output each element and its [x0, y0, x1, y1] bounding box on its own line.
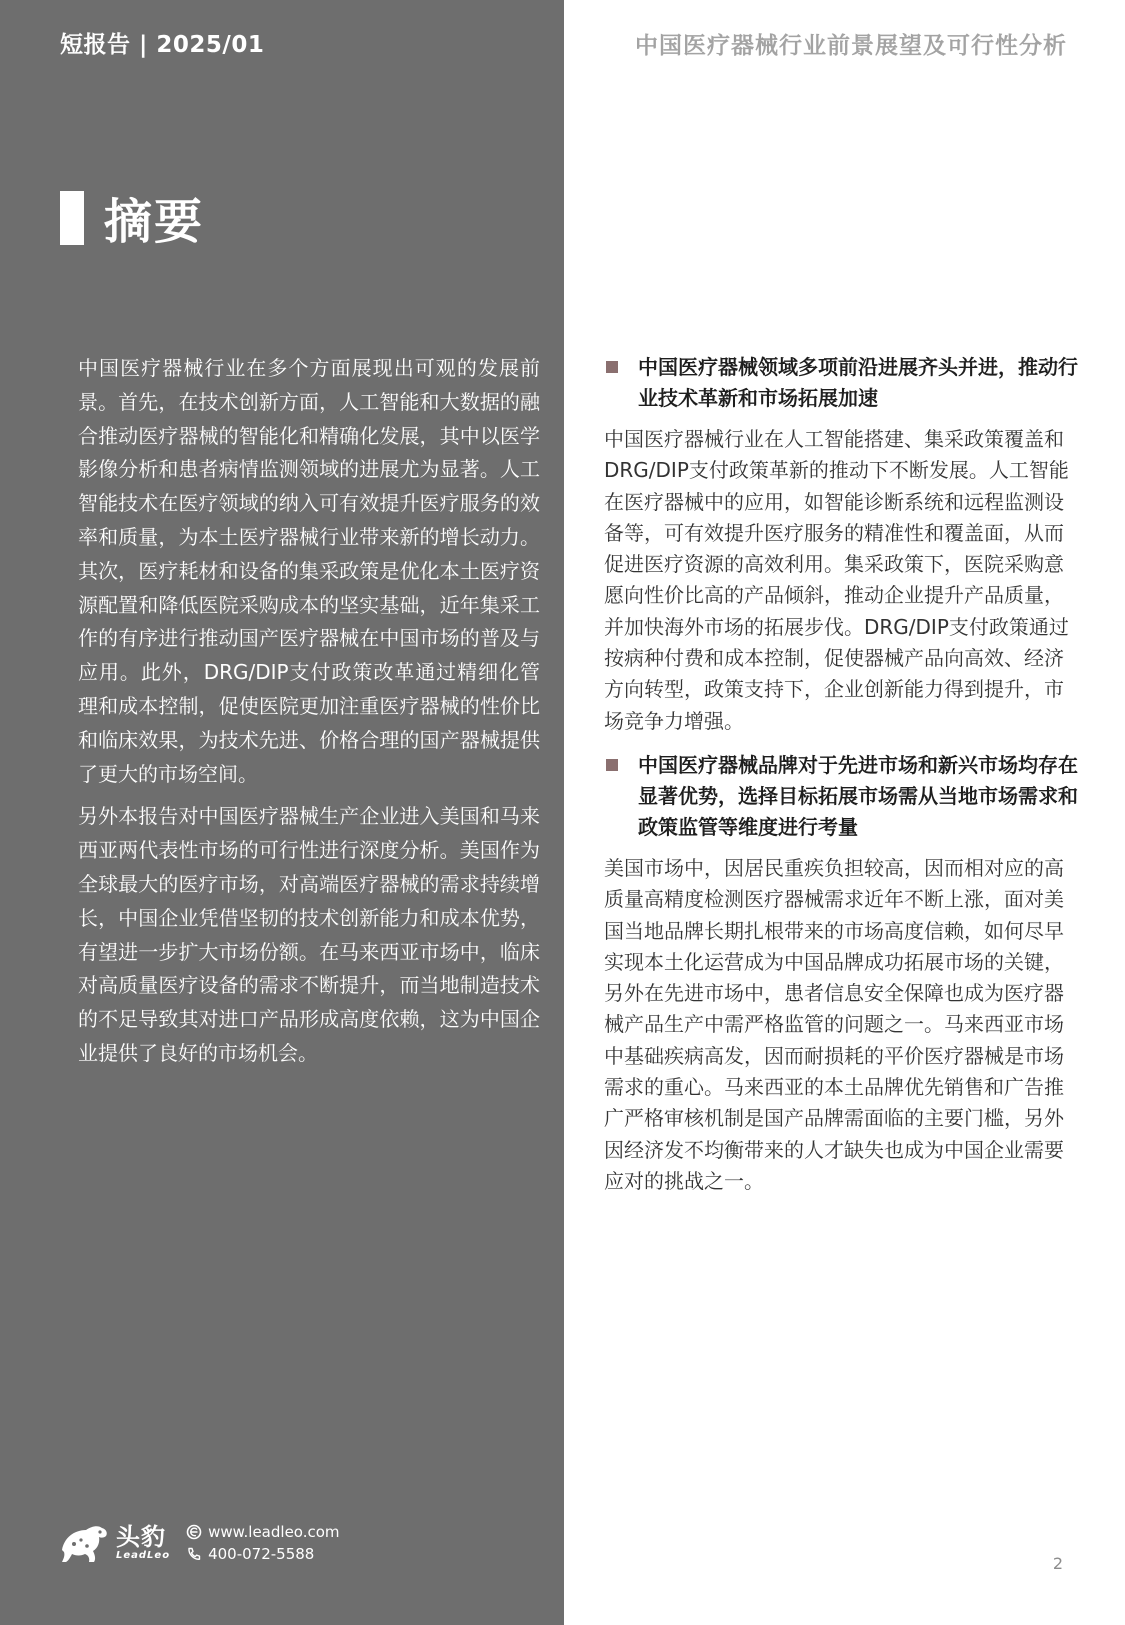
key-point-heading-text: 中国医疗器械领域多项前沿进展齐头并进，推动行业技术革新和市场拓展加速: [638, 355, 1078, 410]
key-point-body-2: 美国市场中，因居民重疾负担较高，因而相对应的高质量高精度检测医疗器械需求近年不断上涨，面对美国当地品牌长期扎根带来的市场高度信赖，如何尽早实现本土化运营成为中国品牌成功拓展市场的关键，另外在先进市场中，患者信息安全保障也成为医疗器械产品生产中需严格监管的问题之一。马来西亚市场中基础疾病高发，因而耐损耗的平价医疗器械是市场需求的重心。马来西亚的本土品牌优先销售和广告推广严格审核机制是国产品牌需面临的主要门槛，另外因经济发不均衡带来的人才缺失也成为中国企业需要应对的挑战之一。: [604, 855, 1064, 1193]
phone-icon: [186, 1546, 202, 1562]
key-point-body-1: 中国医疗器械行业在人工智能搭建、集采政策覆盖和DRG/DIP支付政策革新的推动下不断发展。人工智能在医疗器械中的应用，如智能诊断系统和远程监测设备等，可有效提升医疗服务的精准性和覆盖面，从而促进医疗资源的高效利用。集采政策下，医院采购意愿向性价比高的产品倾斜，推动企业提升产品质量，并加快海外市场的拓展步伐。DRG/DIP支付政策通过按病种付费和成本控制，促使器械产品向高效、经济方向转型，政策支持下，企业创新能力得到提升，市场竞争力增强。: [604, 427, 1069, 733]
key-point-heading-2: [604, 750, 1080, 843]
website-link[interactable]: www.leadleo.com: [208, 1523, 340, 1541]
bullet-square-icon: [606, 759, 618, 771]
page-number: 2: [1052, 1554, 1063, 1573]
summary-paragraph-2: 另外本报告对中国医疗器械生产企业进入美国和马来西亚两代表性市场的可行性进行深度分析。美国作为全球最大的医疗市场，对高端医疗器械的需求持续增长，中国企业凭借坚韧的技术创新能力和成本优势，有望进一步扩大市场份额。在马来西亚市场中，临床对高质量医疗设备的需求不断提升，而当地制造技术的不足导致其对进口产品形成高度依赖，这为中国企业提供了良好的市场机会。: [78, 804, 540, 1065]
summary-right-column: [604, 352, 1080, 1210]
section-title-text: 摘要: [104, 194, 205, 250]
leopard-logo-icon: [58, 1520, 110, 1566]
report-tag: 短报告 | 2025/01: [60, 32, 265, 58]
title-marker: [60, 191, 84, 245]
brand: [116, 1524, 170, 1562]
footer: [58, 1520, 340, 1566]
section-title: [60, 183, 204, 252]
brand-name-en: LeadLeo: [116, 1550, 171, 1561]
website-row: [186, 1521, 339, 1543]
phone-number: 400-072-5588: [208, 1545, 315, 1563]
contact-info: [186, 1521, 339, 1565]
key-point-heading-1: [604, 352, 1080, 414]
brand-name-cn: 头豹: [116, 1523, 166, 1551]
bullet-square-icon: [606, 361, 618, 373]
summary-paragraph-1: 中国医疗器械行业在多个方面展现出可观的发展前景。首先，在技术创新方面，人工智能和大数据的融合推动医疗器械的智能化和精确化发展，其中以医学影像分析和患者病情监测领域的进展尤为显著。人工智能技术在医疗领域的纳入可有效提升医疗服务的效率和质量，为本土医疗器械行业带来新的增长动力。其次，医疗耗材和设备的集采政策是优化本土医疗资源配置和降低医院采购成本的坚实基础，近年集采工作的有序进行推动国产医疗器械在中国市场的普及与应用。此外，DRG/DIP支付政策改革通过精细化管理和成本控制，促使医院更加注重医疗器械的性价比和临床效果，为技术先进、价格合理的国产器械提供了更大的市场空间。: [78, 356, 540, 786]
key-point-heading-text: 中国医疗器械品牌对于先进市场和新兴市场均存在显著优势，选择目标拓展市场需从当地市场需求和政策监管等维度进行考量: [638, 752, 1078, 839]
report-title: 中国医疗器械行业前景展望及可行性分析: [635, 33, 1067, 59]
phone-row: [186, 1543, 339, 1565]
web-e-icon: [186, 1524, 202, 1540]
summary-left-column: [78, 352, 540, 1080]
